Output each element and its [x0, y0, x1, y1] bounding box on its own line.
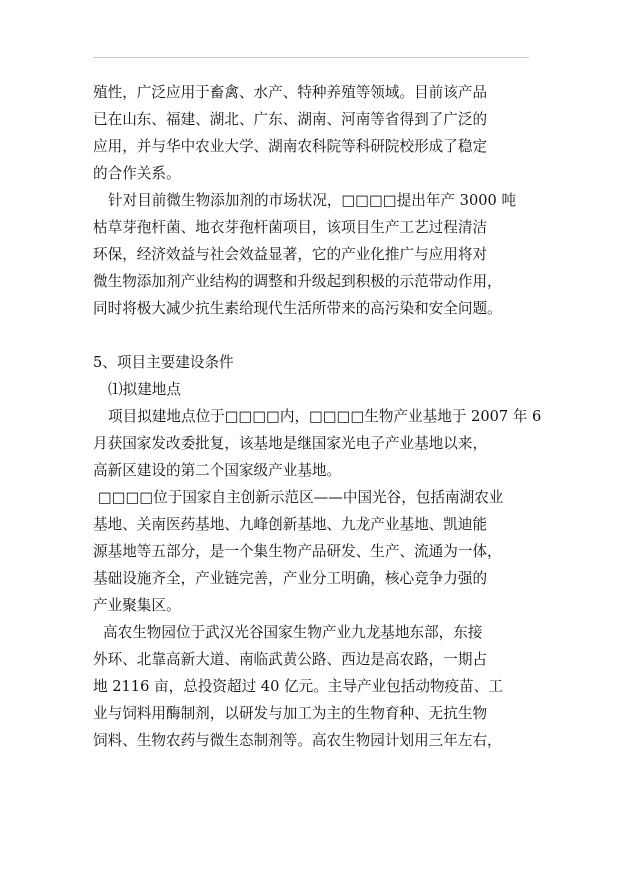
text-line: 基地、关南医药基地、九峰创新基地、九龙产业基地、凯迪能: [93, 516, 488, 533]
section-heading-text: 5、项目主要建设条件: [93, 354, 234, 371]
text-line: 针对目前微生物添加剂的市场状况，□□□□提出年产 3000 吨: [108, 192, 517, 209]
text-line: 高新区建设的第二个国家级产业基地。: [93, 462, 342, 479]
text-line: 项目拟建地点位于□□□□内，□□□□生物产业基地于 2007 年 6: [108, 408, 542, 425]
text-line: 微生物添加剂产业结构的调整和升级起到积极的示范带动作用，: [93, 273, 502, 290]
paragraph-optics-valley: [93, 484, 529, 619]
paragraph-bio-park: [93, 619, 529, 754]
text-line: 产业聚集区。: [93, 597, 181, 614]
blank-line: [93, 322, 529, 349]
text-line: 环保，经济效益与社会效益显著，它的产业化推广与应用将对: [93, 246, 488, 263]
text-line: 源基地等五部分，是一个集生物产品研发、生产、流通为一体，: [93, 543, 502, 560]
sub-heading-text: ⑴拟建地点: [108, 381, 181, 398]
text-line: 同时将极大减少抗生素给现代生活所带来的高污染和安全问题。: [93, 300, 502, 317]
text-line: 基础设施齐全，产业链完善，产业分工明确，核心竞争力强的: [93, 570, 488, 587]
text-line: 月获国家发改委批复，该基地是继国家光电子产业基地以来，: [93, 435, 488, 452]
sub-heading: [93, 376, 529, 403]
header-rule: [93, 57, 529, 58]
text-line: 枯草芽孢杆菌、地衣芽孢杆菌项目，该项目生产工艺过程清洁: [93, 219, 488, 236]
text-line: 殖性，广泛应用于畜禽、水产、特种养殖等领域。目前该产品: [93, 84, 488, 101]
document-body: [93, 79, 542, 754]
text-line: 高农生物园位于武汉光谷国家生物产业九龙基地东部，东接: [103, 624, 483, 641]
text-line: 的合作关系。: [93, 165, 181, 182]
text-line: 饲料、生物农药与微生态制剂等。高农生物园计划用三年左右，: [93, 732, 502, 749]
text-line: 业与饲料用酶制剂，以研发与加工为主的生物育种、无抗生物: [93, 705, 488, 722]
section-heading: [93, 349, 529, 376]
text-line: 已在山东、福建、湖北、广东、湖南、河南等省得到了广泛的: [93, 111, 488, 128]
text-line: 地 2116 亩，总投资超过 40 亿元。主导产业包括动物疫苗、工: [93, 678, 503, 695]
paragraph-site-location: [93, 403, 542, 484]
paragraph-application: [93, 79, 529, 187]
text-line: 应用，并与华中农业大学、湖南农科院等科研院校形成了稳定: [93, 138, 488, 155]
text-line: □□□□位于国家自主创新示范区——中国光谷，包括南湖农业: [98, 489, 504, 506]
paragraph-market-status: [93, 187, 529, 322]
text-line: 外环、北靠高新大道、南临武黄公路、西边是高农路，一期占: [93, 651, 488, 668]
